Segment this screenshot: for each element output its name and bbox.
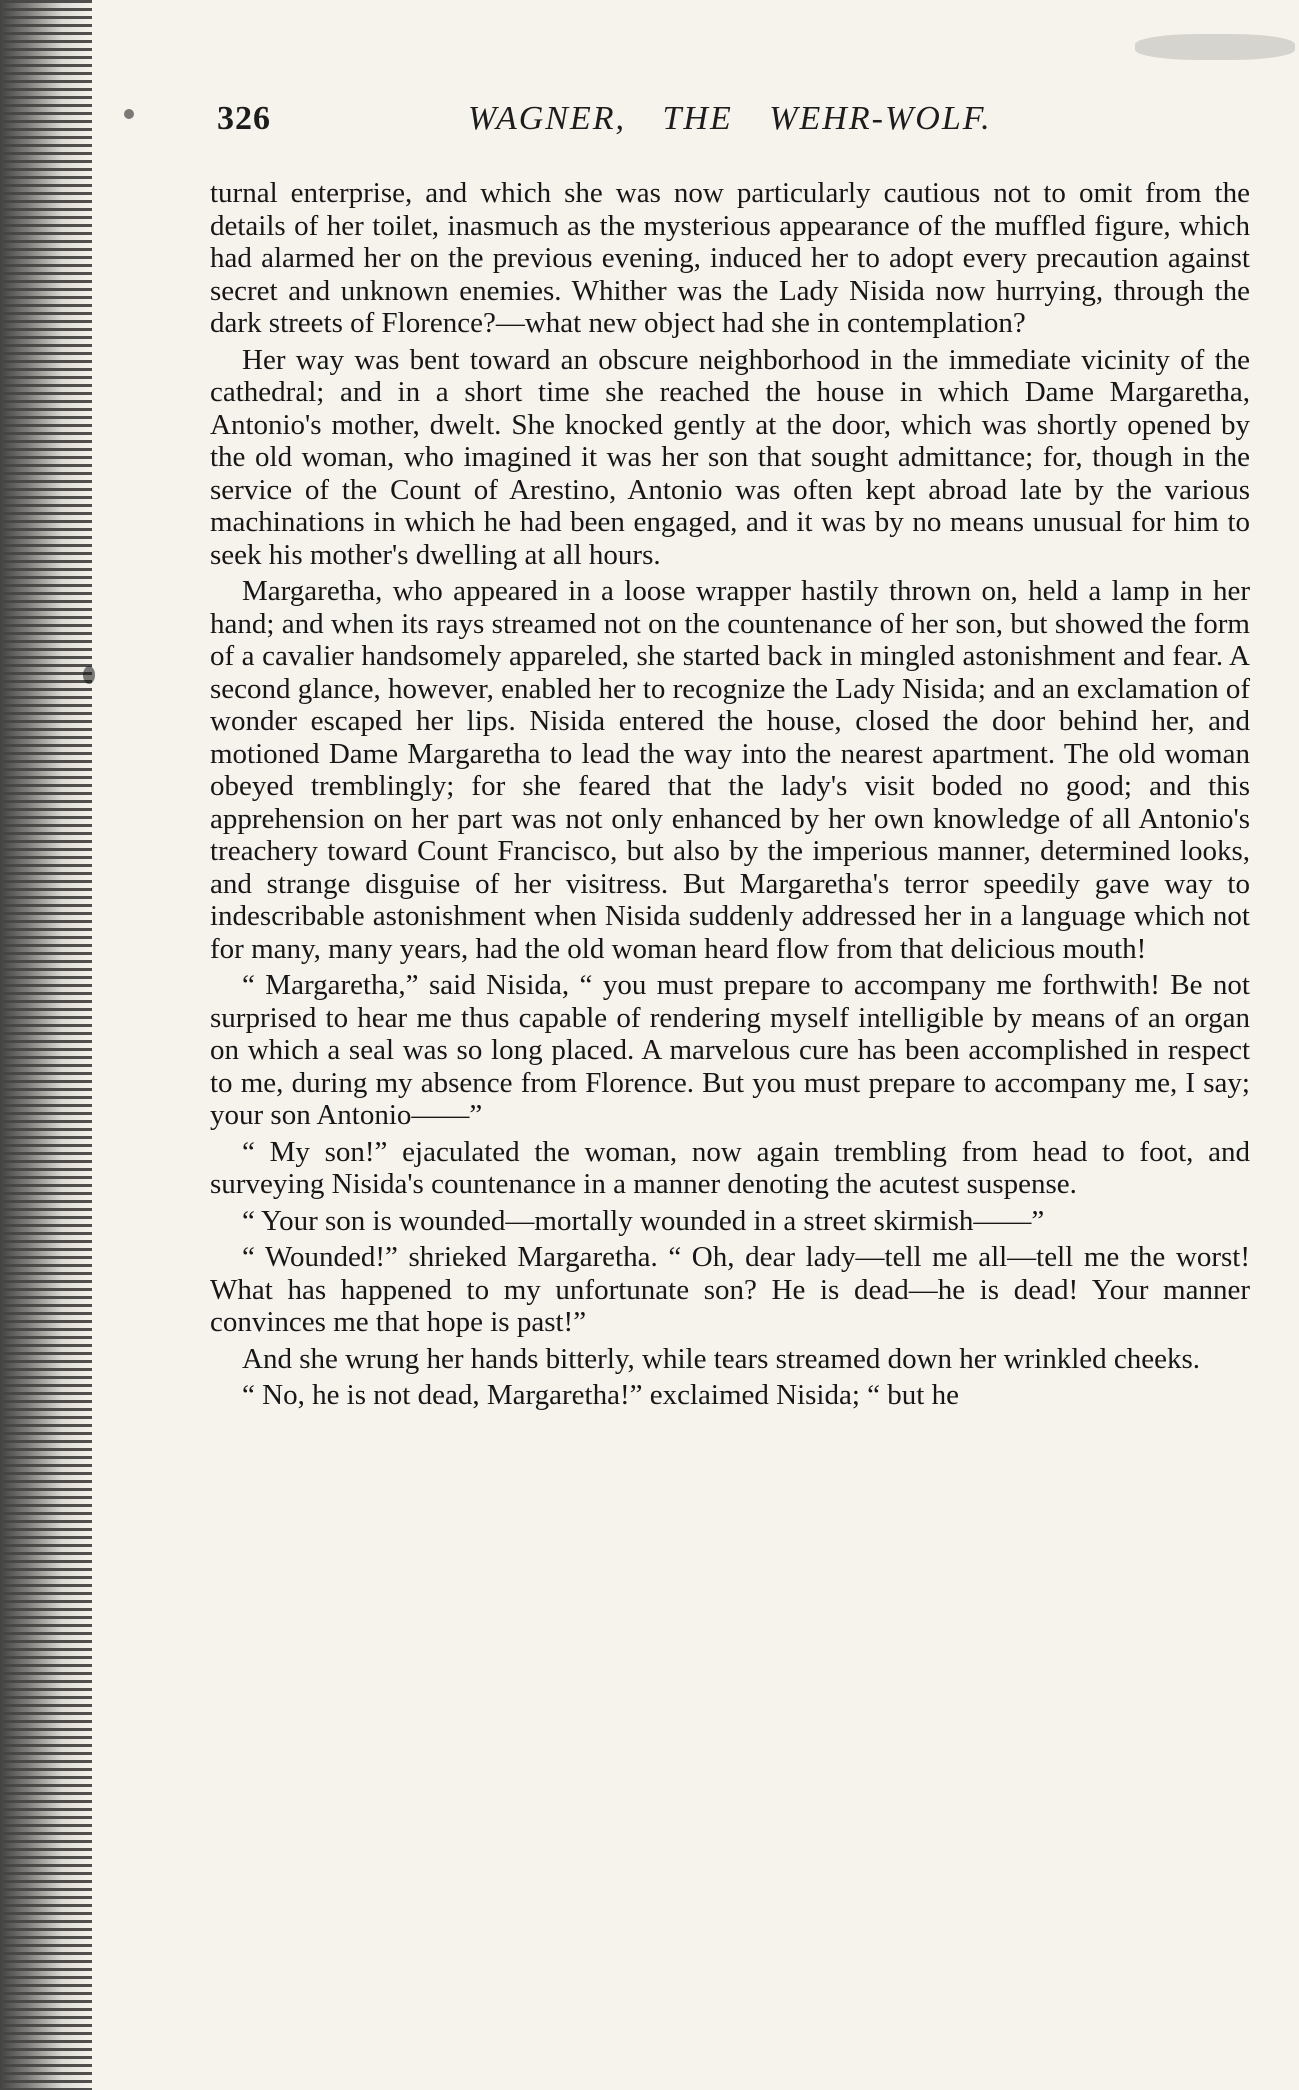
paragraph-3: Margaretha, who appeared in a loose wrapper hastily thrown on, held a lamp in her hand; and when its rays streamed not on the countenance of her son, but showed the form of a cavalier handsomely appareled, she started back in mingled astonishment and fear. A second glance, however, enabled her to recognize the Lady Nisida; and an exclamation of wonder escaped her lips. Nisida entered the house, closed the door behind her, and motioned Dame Margaretha to lead the way into the nearest apartment. The old woman obeyed tremblingly; for she feared that the lady's visit boded no good; and this apprehension on her part was not only enhanced by her own knowledge of all Antonio's treachery toward Count Francisco, but also by the imperious manner, determined looks, and strange disguise of her visitress. But Margaretha's terror speedily gave way to indescribable astonishment when Nisida suddenly addressed her in a language which not for many, many years, had the old woman heard flow from that delicious mouth! (210, 575, 1250, 965)
paragraph-8: And she wrung her hands bitterly, while tears streamed down her wrinkled cheeks. (242, 1342, 1201, 1375)
paragraph-7: “ Wounded!” shrieked Margaretha. “ Oh, dear lady—tell me all—tell me the worst! What has happened to my unfortunate son? He is dead—he is dead! Your manner convinces me that hope is past!” (210, 1241, 1250, 1338)
paragraph-4: “ Margaretha,” said Nisida, “ you must prepare to accompany me forthwith! Be not surprised to hear me thus capable of rendering myself intelligible by means of an organ on which a seal was so long placed. A marvelous cure has been accomplished in respect to me, during my absence from Florence. But you must prepare to accompany me, I say; your son Antonio——” (210, 969, 1250, 1131)
paragraph-9: “ No, he is not dead, Margaretha!” exclaimed Nisida; “ but he (242, 1379, 959, 1411)
binding-shadow (0, 0, 92, 2090)
body-text (210, 177, 1250, 1416)
paragraph-5: “ My son!” ejaculated the woman, now again trembling from head to foot, and surveying Nisida's countenance in a manner denoting the acutest suspense. (210, 1135, 1250, 1200)
paragraph-6: “ Your son is wounded—mortally wounded in a street skirmish——” (242, 1204, 1045, 1237)
paragraph-2: Her way was bent toward an obscure neighborhood in the immediate vicinity of the cathedral; and in a short time she reached the house in which Dame Margaretha, Antonio's mother, dwelt. She knocked gently at the door, which was shortly opened by the old woman, who imagined it was her son that sought admittance; for, though in the service of the Count of Arestino, Antonio was often kept abroad late by the various machinations in which he had been engaged, and it was by no means unusual for him to seek his mother's dwelling at all hours. (210, 343, 1250, 571)
page-number: 326 (217, 100, 271, 137)
ink-speck (83, 666, 95, 684)
running-title: WAGNER, THE WEHR-WOLF. (468, 100, 992, 137)
paragraph-1: turnal enterprise, and which she was now particularly cautious not to omit from the details of her toilet, inasmuch as the mysterious appearance of the muffled figure, which had alarmed her on the previous evening, induced her to adopt every precaution against secret and unknown enemies. Whither was the Lady Nisida now hurrying, through the dark streets of Florence?—what new object had she in contemplation? (210, 177, 1250, 339)
page-smudge (1135, 34, 1295, 60)
page-header (0, 100, 1299, 148)
